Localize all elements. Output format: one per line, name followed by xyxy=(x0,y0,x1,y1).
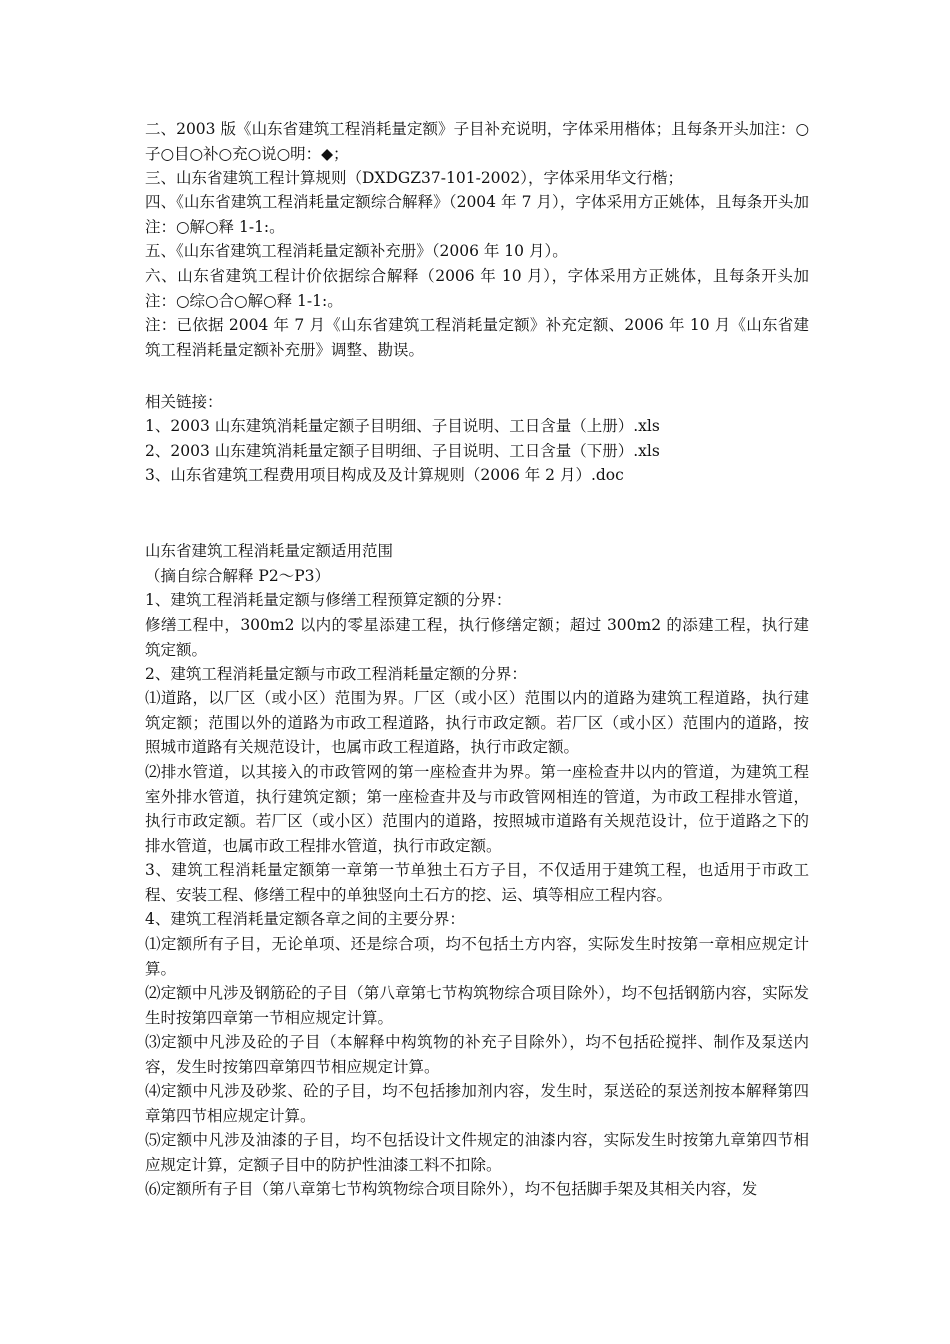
scope-section-4-item-2: ⑵定额中凡涉及钢筋砼的子目（第八章第七节构筑物综合项目除外），均不包括钢筋内容，实际发生时按第四章第一节相应规定计算。 xyxy=(145,984,809,1027)
intro-item-6: 六、山东省建筑工程计价依据综合解释（2006 年 10 月），字体采用方正姚体，且每条开头加注：○综○合○解○释 1-1:。 xyxy=(145,267,809,310)
scope-section-4-item-1: ⑴定额所有子目，无论单项、还是综合项，均不包括土方内容，实际发生时按第一章相应规定计算。 xyxy=(145,935,809,978)
scope-section-4-item-6: ⑹定额所有子目（第八章第七节构筑物综合项目除外），均不包括脚手架及其相关内容，发 xyxy=(145,1180,758,1198)
intro-note: 注：已依据 2004 年 7 月《山东省建筑工程消耗量定额》补充定额、2006 年 10 月《山东省建筑工程消耗量定额补充册》调整、勘误。 xyxy=(145,316,809,359)
intro-item-3: 三、山东省建筑工程计算规则（DXDGZ37-101-2002），字体采用华文行楷； xyxy=(145,169,684,187)
scope-section-4-item-4: ⑷定额中凡涉及砂浆、砼的子目，均不包括掺加剂内容，发生时，泵送砼的泵送剂按本解释第四章第四节相应规定计算。 xyxy=(145,1082,809,1125)
links-heading: 相关链接： xyxy=(145,393,223,411)
scope-title: 山东省建筑工程消耗量定额适用范围 xyxy=(145,542,394,560)
link-item-3[interactable]: 3、山东省建筑工程费用项目构成及及计算规则（2006 年 2 月）.doc xyxy=(145,466,624,484)
scope-section-1-heading: 1、建筑工程消耗量定额与修缮工程预算定额的分界： xyxy=(145,591,512,609)
scope-section-4-item-5: ⑸定额中凡涉及油漆的子目，均不包括设计文件规定的油漆内容，实际发生时按第九章第四节相应规定计算，定额子目中的防护性油漆工料不扣除。 xyxy=(145,1131,809,1174)
intro-item-4: 四、《山东省建筑工程消耗量定额综合解释》（2004 年 7 月），字体采用方正姚体，且每条开头加注：○解○释 1-1:。 xyxy=(145,193,809,236)
scope-section-4-heading: 4、建筑工程消耗量定额各章之间的主要分界： xyxy=(145,910,465,928)
intro-item-5: 五、《山东省建筑工程消耗量定额补充册》（2006 年 10 月）。 xyxy=(145,242,568,260)
scope-section-4-item-3: ⑶定额中凡涉及砼的子目（本解释中构筑物的补充子目除外），均不包括砼搅拌、制作及泵送内容，发生时按第四章第四节相应规定计算。 xyxy=(145,1033,809,1076)
link-item-2[interactable]: 2、2003 山东建筑消耗量定额子目明细、子目说明、工日含量（下册）.xls xyxy=(145,442,660,460)
scope-section-2-roads: ⑴道路，以厂区（或小区）范围为界。厂区（或小区）范围以内的道路为建筑工程道路，执行建筑定额；范围以外的道路为市政工程道路，执行市政定额。若厂区（或小区）范围内的道路，按照城市道路有关规范设计，也属市政工程道路，执行市政定额。 xyxy=(145,689,809,756)
link-item-1[interactable]: 1、2003 山东建筑消耗量定额子目明细、子目说明、工日含量（上册）.xls xyxy=(145,417,660,435)
scope-source: （摘自综合解释 P2～P3） xyxy=(145,567,331,585)
scope-section-1-text: 修缮工程中，300m2 以内的零星添建工程，执行修缮定额；超过 300m2 的添建工程，执行建筑定额。 xyxy=(145,616,809,659)
scope-section-2-heading: 2、建筑工程消耗量定额与市政工程消耗量定额的分界： xyxy=(145,665,527,683)
scope-section-3-text: 3、建筑工程消耗量定额第一章第一节单独土石方子目，不仅适用于建筑工程，也适用于市政工程、安装工程、修缮工程中的单独竖向土石方的挖、运、填等相应工程内容。 xyxy=(145,861,809,904)
scope-section-2-drainage: ⑵排水管道，以其接入的市政管网的第一座检查井为界。第一座检查井以内的管道，为建筑工程室外排水管道，执行建筑定额；第一座检查井及与市政管网相连的管道，为市政工程排水管道，执行市政定额。若厂区（或小区）范围内的道路，按照城市道路有关规范设计，位于道路之下的排水管道，也属市政工程排水管道，执行市政定额。 xyxy=(145,763,809,855)
intro-item-2: 二、2003 版《山东省建筑工程消耗量定额》子目补充说明，字体采用楷体；且每条开头加注：○子○目○补○充○说○明：◆； xyxy=(145,120,809,163)
